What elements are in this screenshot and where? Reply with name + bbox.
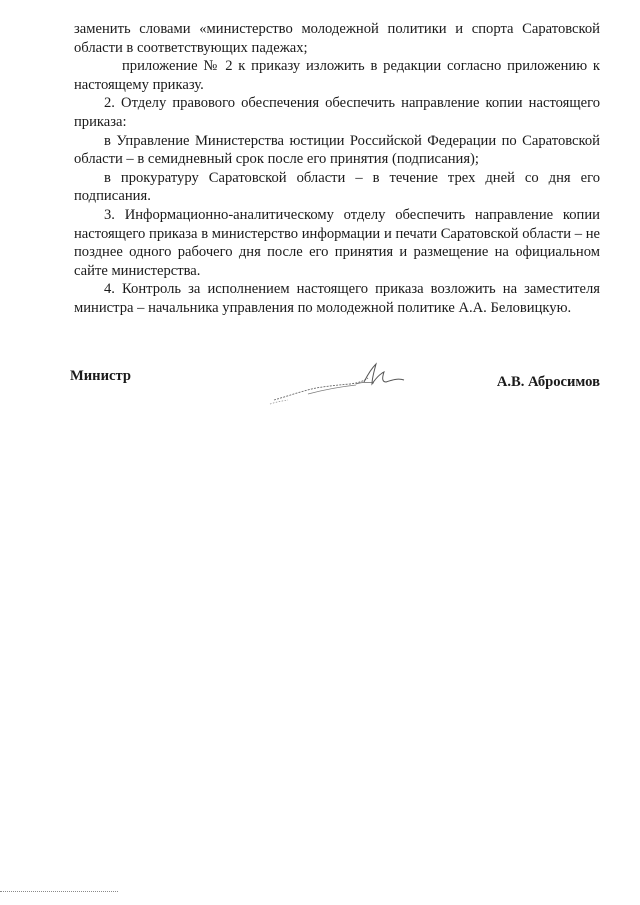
paragraph-prosecutor: в прокуратуру Саратовской области – в течение трех дней со дня его подписания.: [74, 169, 600, 205]
document-body: [74, 20, 600, 318]
signatory-role: Министр: [70, 368, 131, 384]
signature-block: [70, 358, 600, 418]
handwritten-signature: [268, 358, 418, 408]
signatory-name: А.В. Абросимов: [496, 374, 600, 390]
paragraph-ministry-justice: в Управление Министерства юстиции Российской Федерации по Саратовской области – в семидневный срок после его принятия (подписания);: [74, 132, 600, 168]
footer-rule: [0, 891, 118, 892]
paragraph-info-dept: 3. Информационно-аналитическому отделу обеспечить направление копии настоящего приказа в министерство информации и печати Саратовской области – не позднее одного рабочего дня после его принятия и размещение на официальном сайте министерства.: [74, 206, 600, 279]
paragraph-appendix-2: приложение № 2 к приказу изложить в редакции согласно приложению к настоящему приказу.: [74, 58, 600, 93]
paragraph-legal-dept: 2. Отделу правового обеспечения обеспечить направление копии настоящего приказа:: [74, 95, 600, 130]
paragraph-control: 4. Контроль за исполнением настоящего приказа возложить на заместителя министра – начальника управления по молодежной политике А.А. Беловицкую.: [74, 281, 600, 316]
paragraph-replace-words: заменить словами «министерство молодежной политики и спорта Саратовской области в соответствующих падежах;: [74, 21, 600, 56]
